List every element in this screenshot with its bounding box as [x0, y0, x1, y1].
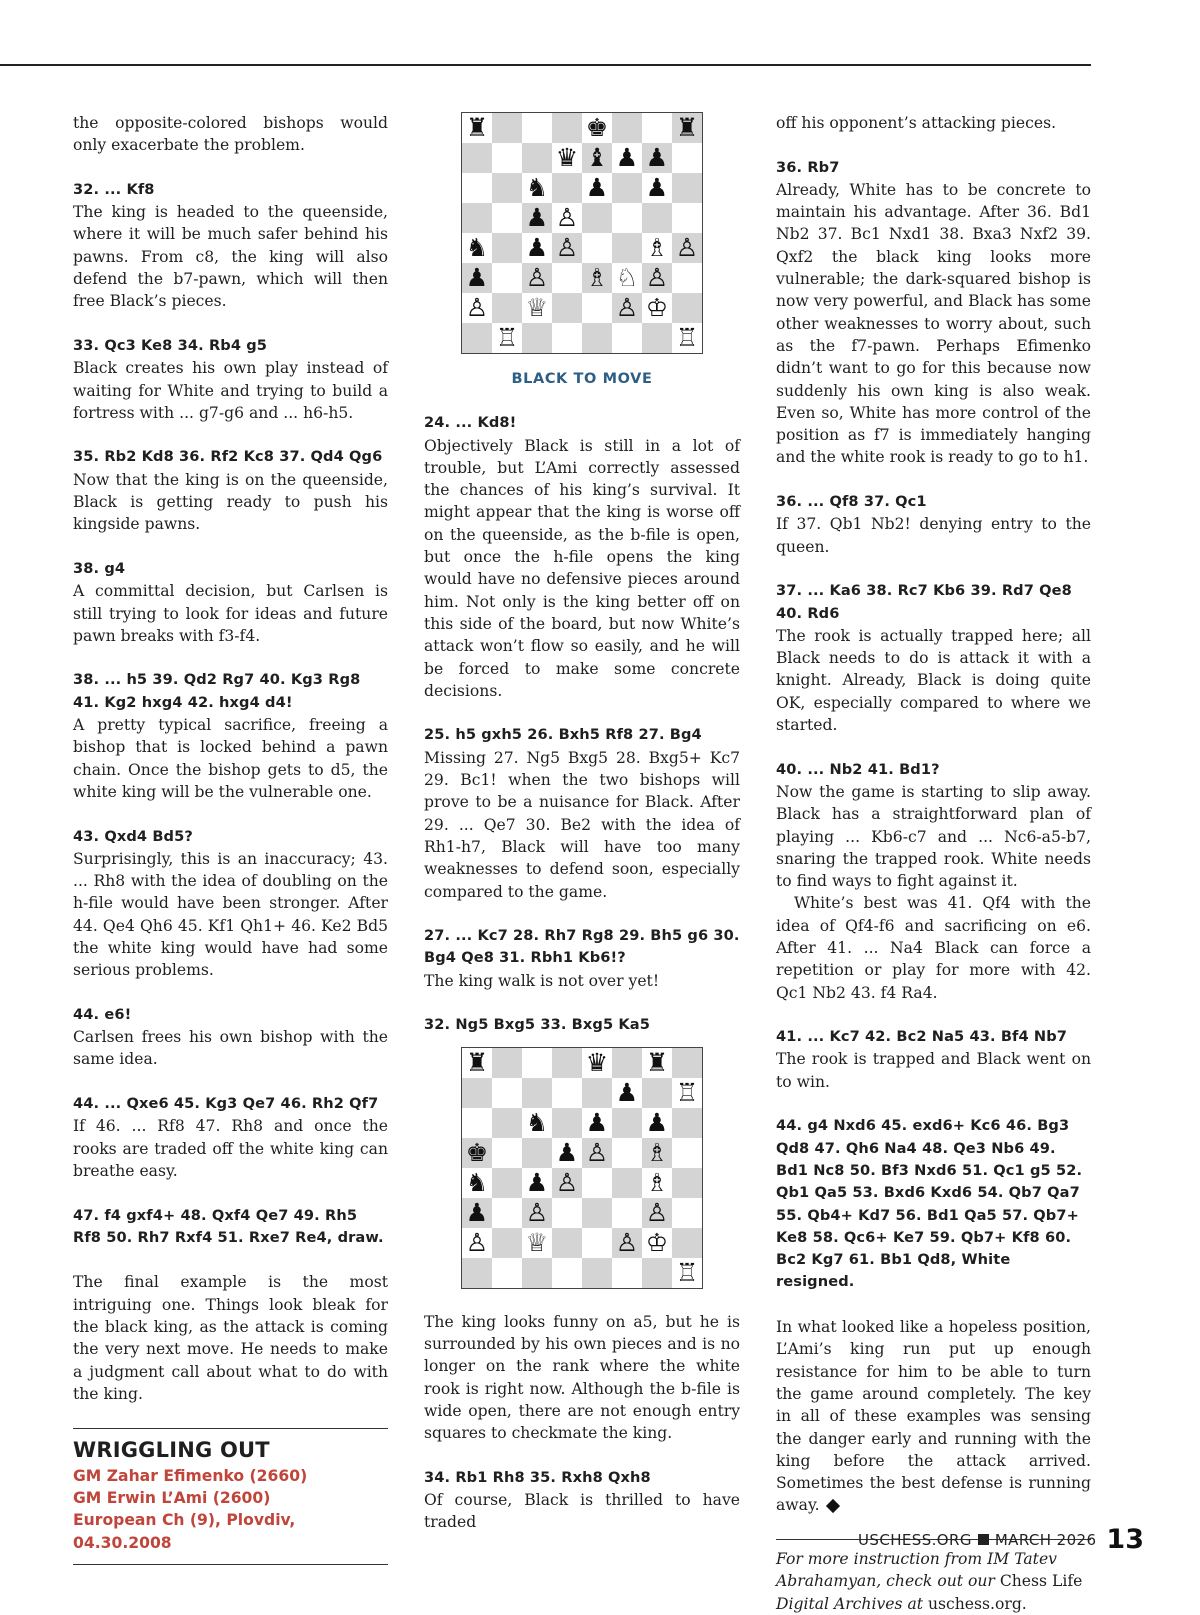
board-square: ♖ [672, 323, 702, 353]
board-square [672, 1048, 702, 1078]
column-1 [73, 112, 388, 1565]
board-square: ♘ [612, 263, 642, 293]
board-square [552, 1198, 582, 1228]
chessboard [461, 112, 703, 354]
move-heading: 34. Rb1 Rh8 35. Rxh8 Qxh8 [424, 1468, 651, 1486]
move-heading: 33. Qc3 Ke8 34. Rb4 g5 [73, 336, 268, 354]
board-square [642, 113, 672, 143]
board-square: ♟ [582, 1108, 612, 1138]
paragraph: off his opponent’s attacking pieces. [776, 114, 1057, 132]
move-heading: 32. ... Kf8 [73, 180, 155, 198]
move-heading: 38. ... h5 39. Qd2 Rg7 40. Kg3 Rg8 41. Kg2 hxg4 42. hxg4 d4! [73, 671, 361, 711]
text-block [776, 157, 1091, 469]
text-block [776, 112, 1091, 134]
text-block [73, 446, 388, 535]
board-square: ♟ [642, 173, 672, 203]
move-heading: 44. e6! [73, 1005, 132, 1023]
board-square: ♙ [612, 293, 642, 323]
board-square: ♟ [522, 1168, 552, 1198]
board-square: ♟ [612, 143, 642, 173]
board-square [552, 1108, 582, 1138]
board-square [462, 1258, 492, 1288]
board-square [522, 143, 552, 173]
footer-separator [978, 1534, 989, 1545]
end-mark-icon [826, 1499, 840, 1513]
board-square [462, 143, 492, 173]
game-title: WRIGGLING OUT [73, 1437, 270, 1462]
website-link[interactable]: uschess.org. [927, 1594, 1027, 1613]
board-square [612, 1138, 642, 1168]
board-square: ♔ [642, 1228, 672, 1258]
move-heading: 47. f4 gxf4+ 48. Qxf4 Qe7 49. Rh5 Rf8 50. Rh7 Rxf4 51. Rxe7 Re4, draw. [73, 1206, 384, 1246]
move-heading: 40. ... Nb2 41. Bd1? [776, 760, 940, 778]
board-square [672, 203, 702, 233]
paragraph: Carlsen frees his own bishop with the same idea. [73, 1028, 388, 1069]
move-heading: 37. ... Ka6 38. Rc7 Kb6 39. Rd7 Qe8 40. Rd6 [776, 582, 1072, 622]
board-square [582, 323, 612, 353]
board-square [642, 1078, 672, 1108]
board-square: ♛ [552, 143, 582, 173]
board-square [582, 233, 612, 263]
board-square [552, 323, 582, 353]
board-square [582, 203, 612, 233]
board-square: ♜ [672, 113, 702, 143]
text-block [776, 759, 1091, 893]
board-square: ♞ [462, 1168, 492, 1198]
board-square [552, 293, 582, 323]
board-square [462, 1108, 492, 1138]
board-square: ♖ [672, 1258, 702, 1288]
board-square: ♔ [642, 293, 672, 323]
column-3 [776, 112, 1091, 1615]
move-heading: 24. ... Kd8! [424, 414, 517, 432]
board-square [492, 1138, 522, 1168]
board-square [462, 203, 492, 233]
move-heading: 25. h5 gxh5 26. Bxh5 Rf8 27. Bg4 [424, 726, 702, 744]
board-square [582, 1228, 612, 1258]
text-block [776, 1026, 1091, 1093]
board-square [582, 1168, 612, 1198]
board-square [492, 233, 522, 263]
board-square [672, 263, 702, 293]
move-heading: 32. Ng5 Bxg5 33. Bxg5 Ka5 [424, 1016, 651, 1034]
paragraph: The final example is the most intriguing one. Things look bleak for the black king, as the attack is coming the very next move. He needs to make a judgment call about what to do with the king. [73, 1273, 388, 1403]
board-square [492, 1198, 522, 1228]
board-square [492, 1108, 522, 1138]
board-square [462, 323, 492, 353]
board-square: ♜ [462, 113, 492, 143]
board-square: ♙ [642, 263, 672, 293]
board-square [612, 1168, 642, 1198]
board-square [612, 323, 642, 353]
text-block [424, 1467, 740, 1534]
paragraph: The rook is actually trapped here; all Black needs to do is attack it with a knight. Already, Black is doing quite OK, especially compared to where we started. [776, 626, 1091, 735]
text-block [776, 1115, 1091, 1293]
board-square [552, 173, 582, 203]
board-square [642, 203, 672, 233]
board-square: ♟ [642, 143, 672, 173]
board-square [552, 113, 582, 143]
board-square: ♟ [462, 263, 492, 293]
board-square [492, 1258, 522, 1288]
board-square: ♟ [522, 203, 552, 233]
board-square [552, 1048, 582, 1078]
move-heading: 27. ... Kc7 28. Rh7 Rg8 29. Bh5 g6 30. Bg4 Qe8 31. Rbh1 Kb6!? [424, 927, 740, 967]
board-square [642, 1258, 672, 1288]
move-heading: 35. Rb2 Kd8 36. Rf2 Kc8 37. Qd4 Qg6 [73, 448, 383, 466]
board-square: ♝ [582, 143, 612, 173]
paragraph: Objectively Black is still in a lot of trouble, but L’Ami correctly assessed the chances of his king’s survival. It might appear that the king is worse off on the queenside, as the b-file is open, but once the h-file opens the king would have no defensive pieces around him. Not only is the king better off on this side of the board, but now White’s attack won’t flow so easily, and he will be forced to make some concrete decisions. [424, 436, 740, 700]
board-square: ♙ [552, 1168, 582, 1198]
paragraph: A pretty typical sacrifice, freeing a bishop that is locked behind a pawn chain. Once the bishop gets to d5, the white king will be the vulnerable one. [73, 716, 388, 801]
chess-diagram [424, 112, 740, 390]
board-square [582, 1078, 612, 1108]
board-square: ♙ [672, 233, 702, 263]
board-square [612, 233, 642, 263]
board-square [462, 173, 492, 203]
page-footer [858, 1524, 1144, 1555]
board-square: ♞ [522, 1108, 552, 1138]
board-square [522, 1078, 552, 1108]
paragraph: Now that the king is on the queenside, Black is getting ready to push his kingside pawns. [73, 470, 388, 534]
page-number: 13 [1106, 1524, 1144, 1555]
board-square: ♕ [522, 1228, 552, 1258]
board-square: ♗ [642, 1168, 672, 1198]
board-square [672, 143, 702, 173]
board-square [462, 1078, 492, 1108]
board-square: ♙ [612, 1228, 642, 1258]
board-square [672, 173, 702, 203]
paragraph: The rook is trapped and Black went on to win. [776, 1050, 1091, 1091]
move-heading: 44. g4 Nxd6 45. exd6+ Kc6 46. Bg3 Qd8 47. Qh6 Na4 48. Qe3 Nb6 49. Bd1 Nc8 50. Bf3 Nxd6 51. Qc1 g5 52. Qb1 Qa5 53. Bxd6 Kxd6 54. Qb7 Qa7 55. Qb4+ Kd7 56. Bd1 Qa5 57. Qb7+ Ke8 58. Qc6+ Ke7 59. Qb7+ Kf8 60. Bc2 Kg7 61. Bb1 Qd8, White resigned. [776, 1117, 1083, 1291]
paragraph: If 46. ... Rf8 47. Rh8 and once the rooks are traded off the white king can breathe easy. [73, 1117, 388, 1180]
board-square: ♜ [642, 1048, 672, 1078]
board-square [642, 323, 672, 353]
white-player: GM Zahar Efimenko (2660) [73, 1466, 308, 1485]
column-2 [424, 112, 740, 1556]
chessboard [461, 1047, 703, 1289]
move-heading: 41. ... Kc7 42. Bc2 Na5 43. Bf4 Nb7 [776, 1028, 1068, 1046]
text-block [73, 826, 388, 982]
board-square [492, 1168, 522, 1198]
paragraph: The king walk is not over yet! [424, 971, 660, 990]
board-square [522, 323, 552, 353]
credit-text-2: Digital Archives at [776, 1594, 928, 1613]
board-square: ♟ [612, 1078, 642, 1108]
text-block [424, 724, 740, 902]
move-heading: 36. ... Qf8 37. Qc1 [776, 493, 927, 511]
board-square [492, 1048, 522, 1078]
paragraph: Already, White has to be concrete to maintain his advantage. After 36. Bd1 Nb2 37. Bc1 Nxd1 38. Bxa3 Nxf2 39. Qxf2 the black king looks more vulnerable; the dark-squared bishop is now very powerful, and Black has some other weaknesses to worry about, such as the f7-pawn. Perhaps Efimenko didn’t want to go for this because now suddenly his own king is also weak. Even so, White has more control of the position as f7 is immediately hanging and the white rook is ready to go to h1. [776, 180, 1091, 467]
board-square: ♟ [552, 1138, 582, 1168]
paragraph: If 37. Qb1 Nb2! denying entry to the queen. [776, 515, 1091, 556]
board-square: ♟ [582, 173, 612, 203]
board-square [612, 1258, 642, 1288]
board-square: ♕ [522, 293, 552, 323]
board-square [522, 113, 552, 143]
footer-site: USCHESS.ORG [858, 1530, 972, 1549]
footer-issue: MARCH 2026 [994, 1530, 1097, 1549]
board-square: ♟ [642, 1108, 672, 1138]
chess-diagram [424, 1047, 740, 1289]
text-block [73, 1205, 388, 1250]
board-square [672, 1108, 702, 1138]
board-square [522, 1048, 552, 1078]
top-rule [0, 64, 1091, 66]
board-square [492, 173, 522, 203]
board-square [672, 1138, 702, 1168]
board-square: ♞ [462, 233, 492, 263]
board-square [612, 1048, 642, 1078]
game-info-box [73, 1428, 388, 1565]
board-square [522, 1258, 552, 1288]
board-square: ♟ [522, 233, 552, 263]
board-square [612, 203, 642, 233]
text-block [424, 1014, 740, 1036]
text-block [776, 491, 1091, 558]
text-block [776, 892, 1091, 1003]
board-square [552, 263, 582, 293]
board-square: ♙ [462, 293, 492, 323]
board-square [492, 143, 522, 173]
text-block [73, 1004, 388, 1071]
paragraph: The king looks funny on a5, but he is surrounded by his own pieces and is no longer on the rank where the white rook is right now. Although the b-file is wide open, there are not enough entry squares to checkmate the king. [424, 1312, 740, 1443]
board-square [492, 293, 522, 323]
board-square: ♚ [582, 113, 612, 143]
board-square [672, 293, 702, 323]
paragraph: The king is headed to the queenside, where it will be much safer behind his pawns. From c8, the king will also defend the b7-pawn, which will then free Black’s pieces. [73, 203, 388, 311]
board-square [522, 1138, 552, 1168]
board-square: ♙ [522, 1198, 552, 1228]
text-block [73, 1093, 388, 1182]
board-square [582, 293, 612, 323]
board-square: ♛ [582, 1048, 612, 1078]
text-block [424, 925, 740, 992]
text-block [424, 1311, 740, 1445]
board-square [612, 113, 642, 143]
board-square [582, 1198, 612, 1228]
board-square [672, 1198, 702, 1228]
text-block [776, 1316, 1091, 1517]
board-square: ♜ [462, 1048, 492, 1078]
text-block [424, 412, 740, 702]
paragraph: Surprisingly, this is an inaccuracy; 43. ... Rh8 with the idea of doubling on the h-file would have been stronger. After 44. Qe4 Qh6 45. Kf1 Qh1+ 46. Ke2 Bd5 the white king would have had some serious problems. [73, 849, 388, 980]
paragraph: Black creates his own play instead of waiting for White and trying to build a fortress with ... g7-g6 and ... h6-h5. [73, 359, 388, 422]
board-square [552, 1228, 582, 1258]
text-block [73, 112, 388, 157]
board-square [582, 1258, 612, 1288]
move-heading: 36. Rb7 [776, 158, 840, 176]
paragraph: Now the game is starting to slip away. Black has a straightforward plan of playing ... Kb6-c7 and ... Nc6-a5-b7, snaring the trapped rook. White needs to find ways to fight against it. [776, 782, 1091, 891]
board-square: ♙ [462, 1228, 492, 1258]
board-square [672, 1168, 702, 1198]
paragraph: A committal decision, but Carlsen is still trying to look for ideas and future pawn breaks with f3-f4. [73, 582, 388, 645]
board-square: ♗ [582, 263, 612, 293]
board-square [612, 1198, 642, 1228]
board-square [672, 1228, 702, 1258]
text-block [73, 335, 388, 424]
board-square: ♗ [642, 233, 672, 263]
diagram-caption: BLACK TO MOVE [511, 371, 653, 387]
board-square [612, 1108, 642, 1138]
board-square: ♚ [462, 1138, 492, 1168]
board-square [552, 1258, 582, 1288]
text-block [73, 669, 388, 803]
text-block [776, 580, 1091, 736]
board-square: ♙ [582, 1138, 612, 1168]
paragraph: the opposite-colored bishops would only exacerbate the problem. [73, 114, 388, 155]
board-square [492, 203, 522, 233]
board-square [492, 1228, 522, 1258]
board-square: ♖ [672, 1078, 702, 1108]
closing-paragraph: In what looked like a hopeless position, L’Ami’s king run put up enough resistance for him to be able to turn the game around completely. The key in all of these examples was sensing the danger early and running with the king before the attack arrived. Sometimes the best defense is running away. [776, 1318, 1091, 1515]
text-block [73, 179, 388, 313]
board-square [492, 113, 522, 143]
black-player: GM Erwin L’Ami (2600) [73, 1489, 271, 1508]
move-heading: 38. g4 [73, 559, 126, 577]
board-square [612, 173, 642, 203]
text-block [73, 1271, 388, 1405]
board-square: ♙ [552, 203, 582, 233]
board-square [552, 1078, 582, 1108]
board-square: ♖ [492, 323, 522, 353]
move-heading: 44. ... Qxe6 45. Kg3 Qe7 46. Rh2 Qf7 [73, 1095, 379, 1113]
board-square: ♞ [522, 173, 552, 203]
board-square: ♙ [642, 1198, 672, 1228]
move-heading: 43. Qxd4 Bd5? [73, 827, 193, 845]
paragraph: White’s best was 41. Qf4 with the idea of Qf4-f6 and sacrificing on e6. After 41. ... Na4 Black can force a repetition or play for more with 42. Qc1 Nb2 43. f4 Ra4. [776, 894, 1091, 1002]
board-square: ♟ [462, 1198, 492, 1228]
credit-text: For more instruction from IM Tatev Abrahamyan, check out our [776, 1550, 1057, 1591]
board-square: ♗ [642, 1138, 672, 1168]
board-square: ♙ [522, 263, 552, 293]
event-line: European Ch (9), Plovdiv, 04.30.2008 [73, 1511, 296, 1552]
board-square [492, 1078, 522, 1108]
board-square [492, 263, 522, 293]
paragraph: Of course, Black is thrilled to have traded [424, 1490, 740, 1532]
text-block [73, 558, 388, 647]
board-square: ♙ [552, 233, 582, 263]
publication-name: Chess Life [999, 1572, 1083, 1591]
paragraph: Missing 27. Ng5 Bxg5 28. Bxg5+ Kc7 29. Bc1! when the two bishops will prove to be a nuisance for Black. After 29. ... Qe7 30. Be2 with the idea of Rh1-h7, Black will have too many weaknesses to defend soon, especially compared to the game. [424, 748, 740, 901]
